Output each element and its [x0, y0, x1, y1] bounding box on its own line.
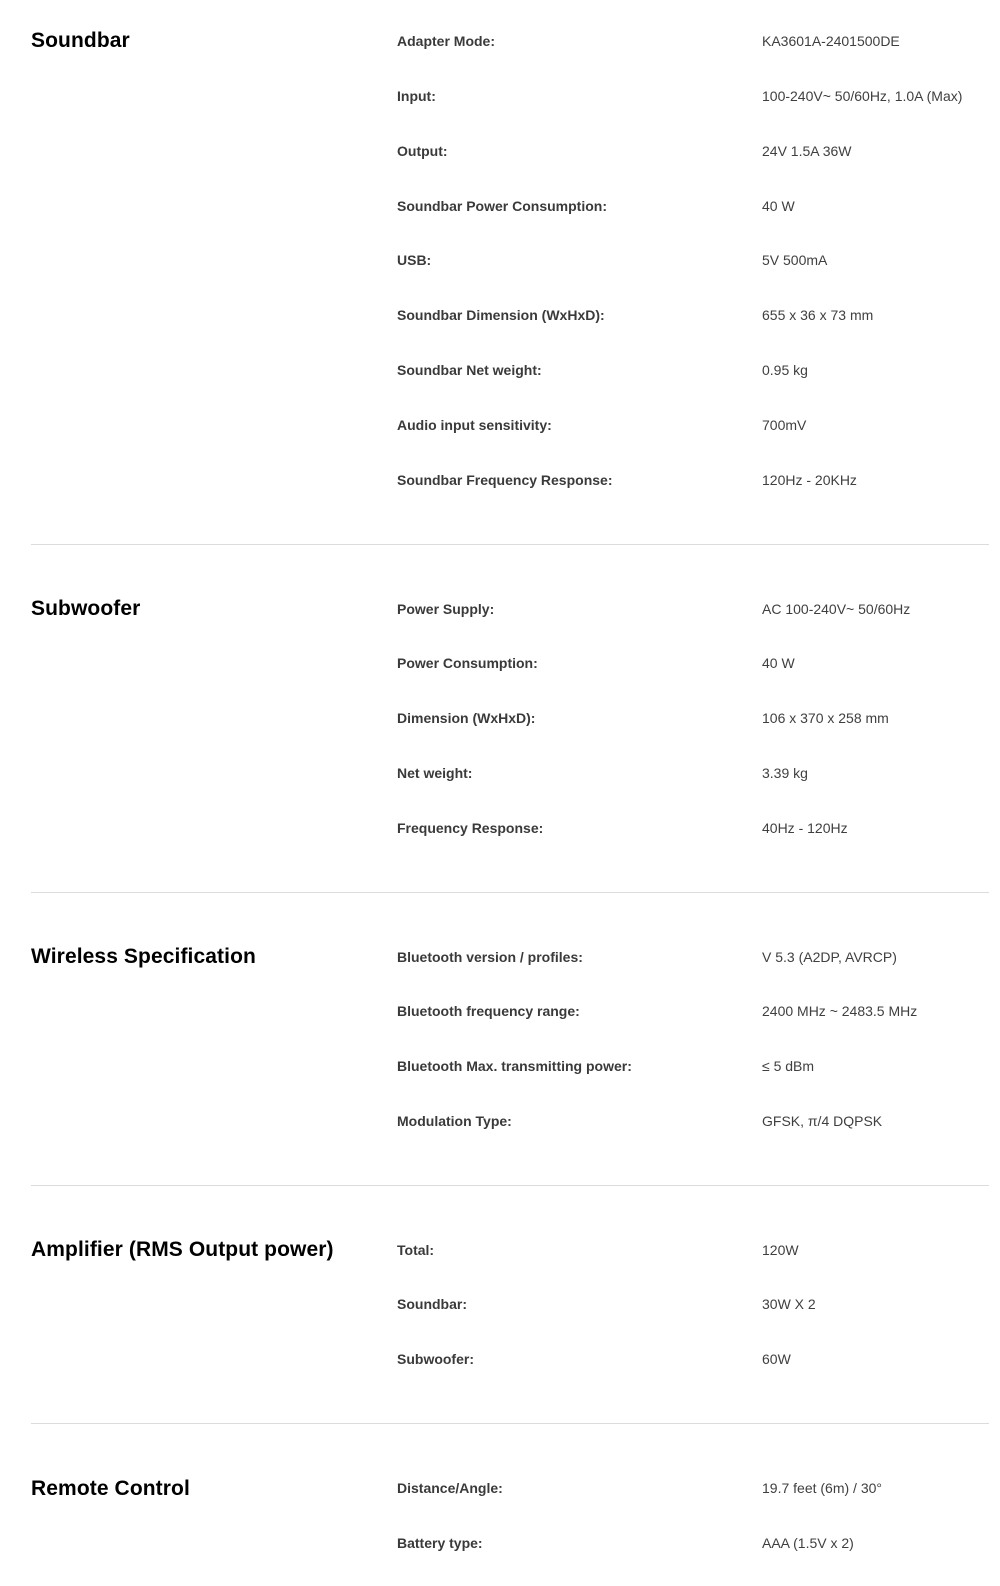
spec-value: 120W: [762, 1242, 799, 1258]
section-title: Soundbar: [31, 29, 130, 52]
spec-value: 40 W: [762, 655, 795, 671]
spec-value: V 5.3 (A2DP, AVRCP): [762, 949, 897, 965]
spec-value: 30W X 2: [762, 1296, 816, 1312]
spec-value: 5V 500mA: [762, 252, 828, 268]
spec-row: [31, 415, 989, 437]
spec-label: Distance/Angle:: [397, 1480, 503, 1496]
spec-row: [31, 1478, 989, 1500]
spec-row: [31, 470, 989, 492]
spec-row: [31, 141, 989, 163]
spec-label: Soundbar Frequency Response:: [397, 472, 613, 488]
spec-row: [31, 708, 989, 730]
spec-value: AC 100-240V~ 50/60Hz: [762, 601, 911, 617]
spec-value: ≤ 5 dBm: [762, 1058, 815, 1074]
spec-row: [31, 360, 989, 382]
section-divider: [31, 892, 989, 893]
spec-value: 0.95 kg: [762, 362, 808, 378]
spec-row: [31, 1111, 989, 1133]
spec-value: 120Hz - 20KHz: [762, 472, 857, 488]
spec-label: USB:: [397, 252, 432, 268]
spec-value: 60W: [762, 1351, 791, 1367]
spec-label: Soundbar Dimension (WxHxD):: [397, 307, 605, 323]
spec-label: Soundbar:: [397, 1296, 467, 1312]
spec-row: [31, 1294, 989, 1316]
section-title: Subwoofer: [31, 597, 141, 620]
spec-label: Power Consumption:: [397, 655, 538, 671]
spec-row: [31, 1056, 989, 1078]
spec-label: Bluetooth version / profiles:: [397, 949, 583, 965]
spec-row: [31, 1240, 989, 1262]
section-divider: [31, 1185, 989, 1186]
spec-row: [31, 818, 989, 840]
spec-value: 655 x 36 x 73 mm: [762, 307, 874, 323]
spec-value: 100-240V~ 50/60Hz, 1.0A (Max): [762, 88, 963, 104]
spec-row: [31, 86, 989, 108]
spec-label: Net weight:: [397, 765, 473, 781]
spec-row: [31, 599, 989, 621]
spec-value: 700mV: [762, 417, 807, 433]
spec-label: Modulation Type:: [397, 1113, 512, 1129]
spec-label: Soundbar Net weight:: [397, 362, 542, 378]
section-title: Wireless Specification: [31, 945, 256, 968]
spec-row: [31, 1349, 989, 1371]
spec-value: KA3601A-2401500DE: [762, 33, 900, 49]
spec-row: [31, 763, 989, 785]
spec-value: 40Hz - 120Hz: [762, 820, 848, 836]
spec-label: Frequency Response:: [397, 820, 544, 836]
spec-label: Soundbar Power Consumption:: [397, 198, 607, 214]
spec-label: Adapter Mode:: [397, 33, 495, 49]
spec-label: Total:: [397, 1242, 435, 1258]
spec-value: 19.7 feet (6m) / 30°: [762, 1480, 882, 1496]
spec-value: 24V 1.5A 36W: [762, 143, 852, 159]
spec-row: [31, 1001, 989, 1023]
spec-row: [31, 305, 989, 327]
spec-value: 2400 MHz ~ 2483.5 MHz: [762, 1003, 918, 1019]
spec-row: [31, 653, 989, 675]
spec-value: 40 W: [762, 198, 795, 214]
spec-value: AAA (1.5V x 2): [762, 1535, 854, 1551]
spec-label: Bluetooth frequency range:: [397, 1003, 580, 1019]
spec-label: Input:: [397, 88, 436, 104]
section-title: Amplifier (RMS Output power): [31, 1238, 334, 1261]
spec-label: Audio input sensitivity:: [397, 417, 552, 433]
spec-value: 3.39 kg: [762, 765, 808, 781]
section-divider: [31, 544, 989, 545]
spec-label: Subwoofer:: [397, 1351, 474, 1367]
spec-row: [31, 947, 989, 969]
spec-label: Battery type:: [397, 1535, 483, 1551]
section-title: Remote Control: [31, 1477, 190, 1500]
spec-row: [31, 250, 989, 272]
spec-label: Power Supply:: [397, 601, 495, 617]
spec-row: [31, 1533, 989, 1555]
spec-label: Dimension (WxHxD):: [397, 710, 536, 726]
spec-value: 106 x 370 x 258 mm: [762, 710, 889, 726]
section-divider: [31, 1423, 989, 1424]
spec-row: [31, 196, 989, 218]
spec-value: GFSK, π/4 DQPSK: [762, 1113, 883, 1129]
spec-row: [31, 31, 989, 53]
spec-label: Output:: [397, 143, 448, 159]
spec-label: Bluetooth Max. transmitting power:: [397, 1058, 632, 1074]
